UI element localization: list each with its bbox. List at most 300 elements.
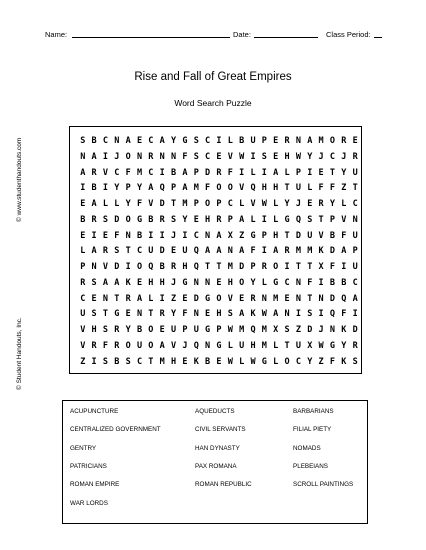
grid-letter: T xyxy=(205,262,211,272)
grid-letter: G xyxy=(205,293,211,304)
grid-letter: E xyxy=(193,214,199,225)
grid-letter: M xyxy=(261,340,267,351)
grid-letter: O xyxy=(216,293,222,304)
grid-letter: P xyxy=(295,167,301,178)
grid-letter: F xyxy=(307,277,313,288)
side-copyright-text: © Student Handouts, Inc. xyxy=(16,317,23,390)
grid-letter: R xyxy=(216,214,222,225)
grid-letter: S xyxy=(80,136,86,146)
word-list-item: FILIAL PIETY xyxy=(293,426,332,434)
word-list-item: CENTRALIZED GOVERNMENT xyxy=(70,426,161,434)
grid-letter: E xyxy=(136,277,143,288)
grid-row xyxy=(70,165,363,181)
grid-letter: I xyxy=(125,262,131,272)
grid-letter: I xyxy=(307,167,313,178)
grid-letter: B xyxy=(341,277,347,288)
grid-letter: Q xyxy=(193,262,199,272)
grid-letter: U xyxy=(352,262,358,272)
grid-letter: T xyxy=(125,246,131,257)
grid-letter: E xyxy=(159,325,165,335)
word-list-item: ROMAN EMPIRE xyxy=(70,481,120,489)
grid-letter: B xyxy=(80,214,86,225)
grid-letter: Y xyxy=(284,199,290,209)
grid-letter: F xyxy=(182,151,188,162)
grid-letter: B xyxy=(91,183,97,194)
grid-letter: U xyxy=(148,246,154,257)
grid-letter: Q xyxy=(341,293,347,304)
grid-row xyxy=(70,306,363,322)
grid-letter: U xyxy=(136,340,143,351)
grid-letter: M xyxy=(182,199,188,209)
grid-letter: L xyxy=(273,356,279,367)
grid-letter: L xyxy=(307,183,313,194)
grid-letter: N xyxy=(295,136,301,146)
grid-letter: G xyxy=(329,340,335,351)
grid-letter: T xyxy=(216,262,222,272)
grid-letter: D xyxy=(193,293,199,304)
grid-letter: N xyxy=(352,214,358,225)
grid-letter: R xyxy=(91,167,97,178)
grid-letter: I xyxy=(318,309,324,320)
grid-letter: R xyxy=(80,277,86,288)
word-list-item: ACUPUNCTURE xyxy=(70,408,119,415)
grid-letter: M xyxy=(307,246,313,257)
grid-letter: D xyxy=(205,167,211,178)
grid-letter: T xyxy=(148,356,154,367)
grid-letter: O xyxy=(125,151,131,162)
grid-letter: Q xyxy=(193,340,199,351)
grid-letter: G xyxy=(284,214,290,225)
grid-letter: C xyxy=(148,136,154,146)
grid-letter: Y xyxy=(136,183,143,194)
grid-letter: K xyxy=(193,356,199,367)
grid-letter: J xyxy=(114,151,120,162)
grid-letter: R xyxy=(318,199,324,209)
grid-letter: L xyxy=(273,340,279,351)
grid-letter: H xyxy=(182,262,188,272)
grid-letter: P xyxy=(216,325,222,335)
grid-letter: Q xyxy=(148,262,154,272)
grid-letter: I xyxy=(250,151,256,162)
grid-letter: C xyxy=(352,199,358,209)
grid-letter: N xyxy=(159,151,165,162)
grid-letter: M xyxy=(239,325,245,335)
grid-letter: C xyxy=(295,356,301,367)
grid-letter: J xyxy=(182,340,188,351)
grid-letter: T xyxy=(284,340,290,351)
grid-letter: R xyxy=(148,151,154,162)
grid-letter: A xyxy=(239,214,245,225)
grid-letter: T xyxy=(307,293,313,304)
grid-letter: P xyxy=(216,199,222,209)
grid-letter: F xyxy=(125,167,131,178)
grid-letter: E xyxy=(102,230,108,241)
grid-letter: Q xyxy=(193,246,199,257)
grid-letter: V xyxy=(341,214,347,225)
grid-letter: K xyxy=(341,325,347,335)
grid-letter: I xyxy=(182,230,188,241)
grid-letter: I xyxy=(261,167,267,178)
grid-letter: N xyxy=(80,151,86,162)
grid-letter: W xyxy=(295,151,301,162)
page-subtitle: Word Search Puzzle xyxy=(174,98,252,108)
grid-letter: W xyxy=(261,309,267,320)
grid-letter: I xyxy=(352,309,358,320)
grid-letter: C xyxy=(102,136,108,146)
grid-letter: N xyxy=(193,277,199,288)
grid-letter: Y xyxy=(307,356,313,367)
grid-letter: A xyxy=(352,293,358,304)
grid-letter: O xyxy=(148,340,154,351)
grid-letter: B xyxy=(159,262,165,272)
grid-letter: G xyxy=(182,136,188,146)
word-list-item: PATRICIANS xyxy=(70,462,107,470)
grid-letter: N xyxy=(261,293,267,304)
grid-letter: F xyxy=(329,356,335,367)
grid-letter: Q xyxy=(250,325,256,335)
grid-letter: E xyxy=(80,230,86,241)
grid-letter: F xyxy=(205,183,211,194)
grid-letter: R xyxy=(216,167,222,178)
grid-row xyxy=(70,354,363,370)
grid-row xyxy=(70,291,363,307)
name-label: Name: xyxy=(45,30,68,39)
date-field[interactable] xyxy=(254,37,318,38)
grid-letter: I xyxy=(80,183,86,194)
grid-letter: A xyxy=(125,136,131,146)
grid-letter: G xyxy=(261,356,267,367)
grid-letter: A xyxy=(307,136,313,146)
grid-row xyxy=(70,322,363,338)
grid-letter: F xyxy=(136,199,143,209)
grid-letter: U xyxy=(295,183,301,194)
grid-letter: P xyxy=(250,262,256,272)
grid-row xyxy=(70,243,363,259)
grid-letter: O xyxy=(216,183,222,194)
grid-letter: S xyxy=(227,309,233,320)
grid-letter: X xyxy=(227,230,233,241)
grid-letter: E xyxy=(273,151,279,162)
grid-letter: W xyxy=(318,340,324,351)
grid-letter: E xyxy=(284,293,290,304)
word-list-item: HAN DYNASTY xyxy=(195,444,240,452)
name-field[interactable] xyxy=(72,37,230,38)
grid-letter: P xyxy=(261,136,267,146)
grid-letter: D xyxy=(114,214,120,225)
grid-letter: W xyxy=(227,356,233,367)
grid-letter: C xyxy=(148,167,154,178)
grid-letter: S xyxy=(91,277,97,288)
grid-letter: L xyxy=(80,246,86,257)
grid-letter: A xyxy=(91,246,97,257)
grid-letter: T xyxy=(318,214,324,225)
grid-letter: A xyxy=(205,246,211,257)
grid-letter: E xyxy=(136,136,143,146)
grid-letter: Q xyxy=(329,309,335,320)
grid-row xyxy=(70,180,363,196)
grid-letter: E xyxy=(216,277,222,288)
grid-letter: L xyxy=(227,340,233,351)
grid-letter: N xyxy=(318,293,324,304)
grid-letter: C xyxy=(136,246,143,257)
grid-letter: E xyxy=(216,356,222,367)
grid-letter: E xyxy=(182,293,188,304)
grid-letter: T xyxy=(307,262,313,272)
grid-letter: T xyxy=(295,262,301,272)
grid-letter: Q xyxy=(250,183,256,194)
grid-letter: I xyxy=(159,293,165,304)
grid-letter: I xyxy=(91,230,97,241)
grid-letter: E xyxy=(273,136,279,146)
grid-letter: Z xyxy=(341,183,347,194)
grid-letter: A xyxy=(341,246,347,257)
grid-letter: U xyxy=(182,246,188,257)
grid-letter: N xyxy=(205,277,211,288)
grid-letter: U xyxy=(250,136,256,146)
word-list-item: WAR LORDS xyxy=(70,499,108,507)
grid-letter: S xyxy=(352,356,358,367)
grid-letter: Z xyxy=(80,356,86,367)
grid-letter: N xyxy=(170,151,177,162)
grid-letter: G xyxy=(273,277,279,288)
grid-letter: C xyxy=(114,167,120,178)
grid-letter: F xyxy=(114,230,120,241)
grid-letter: A xyxy=(182,167,188,178)
grid-letter: S xyxy=(114,246,120,257)
grid-letter: G xyxy=(136,214,143,225)
grid-letter: S xyxy=(307,309,313,320)
grid-letter: Q xyxy=(295,214,301,225)
grid-letter: N xyxy=(125,230,131,241)
grid-letter: Z xyxy=(170,293,177,304)
grid-letter: I xyxy=(159,230,165,241)
grid-letter: U xyxy=(352,230,358,241)
grid-letter: V xyxy=(170,340,177,351)
grid-letter: X xyxy=(307,340,313,351)
grid-letter: O xyxy=(284,356,290,367)
grid-letter: R xyxy=(250,293,256,304)
grid-row xyxy=(70,228,363,244)
class-period-label: Class Period: xyxy=(326,30,371,39)
grid-letter: N xyxy=(114,136,120,146)
grid-letter: L xyxy=(273,199,279,209)
grid-letter: R xyxy=(284,246,290,257)
grid-letter: M xyxy=(261,325,267,335)
grid-letter: R xyxy=(159,214,165,225)
grid-letter: Y xyxy=(341,167,347,178)
grid-letter: T xyxy=(170,199,177,209)
grid-letter: B xyxy=(239,136,245,146)
grid-letter: Y xyxy=(250,277,256,288)
grid-letter: R xyxy=(170,262,177,272)
grid-row xyxy=(70,133,363,149)
grid-letter: A xyxy=(91,199,97,209)
grid-letter: A xyxy=(102,277,108,288)
grid-letter: Z xyxy=(295,325,301,335)
grid-letter: I xyxy=(159,167,165,178)
grid-letter: A xyxy=(273,167,279,178)
grid-letter: O xyxy=(227,183,233,194)
grid-letter: I xyxy=(284,262,290,272)
grid-letter: E xyxy=(239,293,245,304)
grid-letter: B xyxy=(136,325,143,335)
grid-letter: I xyxy=(102,183,108,194)
grid-letter: R xyxy=(261,262,267,272)
grid-letter: M xyxy=(227,262,233,272)
page-title: Rise and Fall of Great Empires xyxy=(134,71,292,83)
grid-letter: S xyxy=(284,325,290,335)
grid-letter: E xyxy=(80,199,86,209)
grid-letter: P xyxy=(329,214,335,225)
word-list-item: SCROLL PAINTINGS xyxy=(293,481,354,489)
grid-letter: H xyxy=(170,356,177,367)
grid-letter: E xyxy=(216,151,222,162)
grid-letter: C xyxy=(284,277,290,288)
grid-letter: U xyxy=(80,309,86,320)
grid-letter: I xyxy=(102,151,108,162)
grid-letter: N xyxy=(136,151,143,162)
grid-letter: H xyxy=(261,183,267,194)
grid-letter: Y xyxy=(125,325,131,335)
grid-letter: U xyxy=(307,230,313,241)
grid-letter: Y xyxy=(341,340,347,351)
grid-letter: H xyxy=(273,230,279,241)
grid-letter: O xyxy=(329,136,335,146)
grid-letter: I xyxy=(318,277,324,288)
grid-letter: H xyxy=(91,325,97,335)
grid-letter: O xyxy=(273,262,279,272)
side-url-text: © www.studenthandouts.com xyxy=(16,137,23,222)
grid-letter: M xyxy=(318,136,324,146)
grid-letter: A xyxy=(80,167,86,178)
grid-letter: B xyxy=(170,167,177,178)
grid-letter: A xyxy=(159,136,165,146)
grid-letter: X xyxy=(273,325,279,335)
grid-letter: N xyxy=(227,246,233,257)
grid-letter: B xyxy=(205,356,211,367)
word-list-item: BARBARIANS xyxy=(293,408,334,415)
grid-letter: Y xyxy=(170,136,177,146)
grid-letter: E xyxy=(205,309,211,320)
grid-letter: A xyxy=(159,340,165,351)
grid-row xyxy=(70,212,363,228)
grid-letter: K xyxy=(250,309,256,320)
grid-letter: R xyxy=(125,293,131,304)
class-period-field[interactable] xyxy=(374,37,382,38)
grid-letter: P xyxy=(182,325,188,335)
grid-letter: B xyxy=(91,136,97,146)
grid-letter: E xyxy=(91,293,97,304)
grid-letter: V xyxy=(102,167,108,178)
grid-letter: T xyxy=(114,293,120,304)
grid-letter: R xyxy=(284,136,290,146)
grid-letter: T xyxy=(284,230,290,241)
grid-letter: D xyxy=(239,262,245,272)
grid-letter: I xyxy=(295,309,301,320)
grid-letter: Y xyxy=(182,214,188,225)
grid-letter: L xyxy=(273,214,279,225)
grid-letter: O xyxy=(125,214,131,225)
grid-letter: V xyxy=(318,230,324,241)
grid-letter: B xyxy=(136,230,143,241)
grid-letter: F xyxy=(102,340,108,351)
grid-letter: C xyxy=(227,199,233,209)
grid-letter: I xyxy=(261,214,267,225)
grid-letter: O xyxy=(239,277,245,288)
grid-letter: A xyxy=(148,183,154,194)
grid-letter: C xyxy=(193,230,199,241)
grid-letter: R xyxy=(352,340,358,351)
grid-letter: E xyxy=(182,356,188,367)
date-label: Date: xyxy=(233,30,251,39)
grid-letter: D xyxy=(307,325,313,335)
student-info-header xyxy=(0,22,426,38)
grid-letter: C xyxy=(136,356,143,367)
grid-letter: R xyxy=(114,325,120,335)
grid-letter: S xyxy=(102,325,108,335)
grid-letter: E xyxy=(307,199,313,209)
word-list-item: CIVIL SERVANTS xyxy=(195,426,246,434)
grid-letter: V xyxy=(80,325,86,335)
grid-letter: P xyxy=(125,183,131,194)
grid-letter: V xyxy=(102,262,108,272)
grid-letter: V xyxy=(239,183,245,194)
grid-letter: Z xyxy=(239,230,245,241)
grid-letter: D xyxy=(329,293,335,304)
grid-letter: Y xyxy=(329,199,335,209)
grid-letter: H xyxy=(205,214,211,225)
grid-letter: L xyxy=(250,214,256,225)
grid-letter: T xyxy=(102,309,108,320)
grid-letter: Y xyxy=(170,309,177,320)
grid-letter: L xyxy=(148,293,154,304)
grid-letter: N xyxy=(295,293,301,304)
grid-letter: Z xyxy=(318,356,324,367)
grid-letter: H xyxy=(216,309,222,320)
grid-letter: F xyxy=(318,183,324,194)
grid-letter: H xyxy=(148,277,154,288)
grid-letter: G xyxy=(182,277,188,288)
grid-letter: V xyxy=(80,340,86,351)
grid-letter: N xyxy=(295,277,301,288)
grid-letter: L xyxy=(239,199,245,209)
grid-letter: W xyxy=(250,356,256,367)
grid-letter: R xyxy=(352,151,358,162)
grid-letter: V xyxy=(227,151,233,162)
grid-letter: S xyxy=(125,356,131,367)
grid-letter: U xyxy=(295,340,301,351)
grid-letter: P xyxy=(227,214,233,225)
grid-letter: C xyxy=(352,277,358,288)
grid-letter: P xyxy=(193,167,199,178)
grid-letter: I xyxy=(148,230,154,241)
grid-letter: R xyxy=(114,340,120,351)
grid-letter: A xyxy=(239,246,245,257)
grid-letter: O xyxy=(148,325,154,335)
grid-letter: N xyxy=(193,309,199,320)
grid-letter: N xyxy=(284,309,290,320)
word-list-item: PLEBEIANS xyxy=(293,462,328,470)
grid-letter: I xyxy=(341,262,347,272)
grid-letter: J xyxy=(341,151,347,162)
grid-letter: R xyxy=(102,246,108,257)
grid-letter: B xyxy=(329,277,335,288)
grid-row xyxy=(70,275,363,291)
grid-letter: V xyxy=(148,199,154,209)
grid-letter: P xyxy=(352,246,358,257)
grid-letter: F xyxy=(329,262,335,272)
grid-letter: S xyxy=(102,356,108,367)
